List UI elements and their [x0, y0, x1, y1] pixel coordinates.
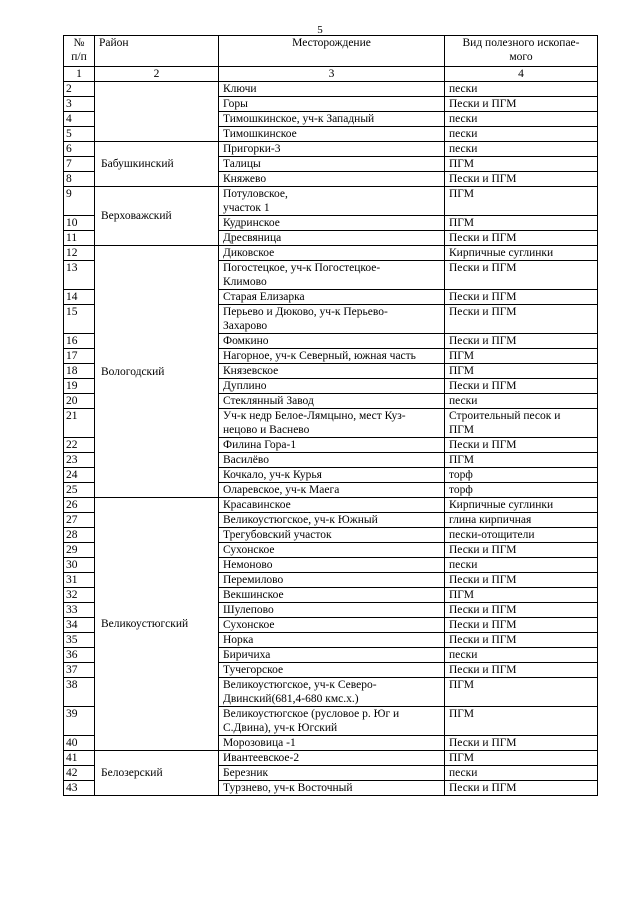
deposit-name: Векшинское	[219, 588, 445, 603]
row-number: 30	[64, 558, 95, 573]
deposit-name: Норка	[219, 633, 445, 648]
row-number: 16	[64, 334, 95, 349]
mineral-type: Пески и ПГМ	[445, 334, 598, 349]
row-number: 12	[64, 246, 95, 261]
deposit-name: Фомкино	[219, 334, 445, 349]
row-number: 40	[64, 736, 95, 751]
deposit-name: Березник	[219, 766, 445, 781]
deposit-name: Биричиха	[219, 648, 445, 663]
district-cell: Вологодский	[95, 246, 219, 498]
deposit-name: Морозовица -1	[219, 736, 445, 751]
mineral-type: ПГМ	[445, 216, 598, 231]
mineral-type: глина кирпичная	[445, 513, 598, 528]
row-number: 34	[64, 618, 95, 633]
mineral-type: Пески и ПГМ	[445, 603, 598, 618]
deposit-name: Великоустюгское, уч-к Южный	[219, 513, 445, 528]
mineral-type: Пески и ПГМ	[445, 618, 598, 633]
mineral-type: Пески и ПГМ	[445, 781, 598, 796]
mineral-type: пески	[445, 82, 598, 97]
deposit-name: Филина Гора-1	[219, 438, 445, 453]
deposit-name: Диковское	[219, 246, 445, 261]
mineral-type: ПГМ	[445, 187, 598, 216]
deposit-name: Тимошкинское, уч-к Западный	[219, 112, 445, 127]
deposit-name: Погостецкое, уч-к Погостецкое- Климово	[219, 261, 445, 290]
row-number: 27	[64, 513, 95, 528]
deposit-name: Старая Елизарка	[219, 290, 445, 305]
row-number: 8	[64, 172, 95, 187]
row-number: 2	[64, 82, 95, 97]
mineral-type: ПГМ	[445, 678, 598, 707]
row-number: 39	[64, 707, 95, 736]
col-number-3: 3	[219, 67, 445, 82]
deposit-name: Перемилово	[219, 573, 445, 588]
mineral-type: Пески и ПГМ	[445, 573, 598, 588]
deposits-table	[63, 35, 598, 796]
deposit-name: Трегубовский участок	[219, 528, 445, 543]
deposit-name: Потуловское, участок 1	[219, 187, 445, 216]
mineral-type: Пески и ПГМ	[445, 261, 598, 290]
header-deposit: Месторождение	[219, 36, 445, 67]
mineral-type: Пески и ПГМ	[445, 97, 598, 112]
district-cell: Белозерский	[95, 751, 219, 796]
district-cell: Великоустюгский	[95, 498, 219, 751]
deposit-name: Горы	[219, 97, 445, 112]
row-number: 7	[64, 157, 95, 172]
mineral-type: Пески и ПГМ	[445, 379, 598, 394]
deposit-name: Сухонское	[219, 618, 445, 633]
mineral-type: Пески и ПГМ	[445, 543, 598, 558]
district-cell: Бабушкинский	[95, 142, 219, 187]
row-number: 21	[64, 409, 95, 438]
row-number: 24	[64, 468, 95, 483]
row-number: 38	[64, 678, 95, 707]
mineral-type: ПГМ	[445, 157, 598, 172]
deposit-name: Великоустюгское (русловое р. Юг и С.Двина), уч-к Югский	[219, 707, 445, 736]
deposit-name: Дресвяница	[219, 231, 445, 246]
row-number: 14	[64, 290, 95, 305]
deposit-name: Сухонское	[219, 543, 445, 558]
mineral-type: ПГМ	[445, 751, 598, 766]
deposit-name: Кочкало, уч-к Курья	[219, 468, 445, 483]
row-number: 43	[64, 781, 95, 796]
row-number: 17	[64, 349, 95, 364]
header-district: Район	[95, 36, 219, 67]
deposit-name: Талицы	[219, 157, 445, 172]
mineral-type: Пески и ПГМ	[445, 305, 598, 334]
mineral-type: пески-отощители	[445, 528, 598, 543]
row-number: 13	[64, 261, 95, 290]
deposit-name: Немоново	[219, 558, 445, 573]
col-number-1: 1	[64, 67, 95, 82]
mineral-type: пески	[445, 558, 598, 573]
table-body	[64, 82, 598, 796]
row-number: 37	[64, 663, 95, 678]
row-number: 35	[64, 633, 95, 648]
mineral-type: торф	[445, 483, 598, 498]
mineral-type: ПГМ	[445, 707, 598, 736]
mineral-type: ПГМ	[445, 588, 598, 603]
deposit-name: Князевское	[219, 364, 445, 379]
mineral-type: торф	[445, 468, 598, 483]
deposit-name: Шулепово	[219, 603, 445, 618]
deposit-name: Кудринское	[219, 216, 445, 231]
table-header-row	[64, 36, 598, 67]
row-number: 28	[64, 528, 95, 543]
row-number: 23	[64, 453, 95, 468]
row-number: 3	[64, 97, 95, 112]
row-number: 20	[64, 394, 95, 409]
mineral-type: Пески и ПГМ	[445, 172, 598, 187]
deposit-name: Василёво	[219, 453, 445, 468]
header-number: № п/п	[64, 36, 95, 67]
mineral-type: Пески и ПГМ	[445, 438, 598, 453]
deposit-name: Ключи	[219, 82, 445, 97]
mineral-type: Пески и ПГМ	[445, 231, 598, 246]
table-row	[64, 246, 598, 261]
deposit-name: Стеклянный Завод	[219, 394, 445, 409]
deposit-name: Дуплино	[219, 379, 445, 394]
mineral-type: пески	[445, 112, 598, 127]
deposit-name: Турзнево, уч-к Восточный	[219, 781, 445, 796]
page-number: 5	[317, 24, 323, 36]
row-number: 22	[64, 438, 95, 453]
row-number: 31	[64, 573, 95, 588]
table-row	[64, 142, 598, 157]
district-cell	[95, 82, 219, 142]
deposit-name: Княжево	[219, 172, 445, 187]
table-row	[64, 82, 598, 97]
row-number: 25	[64, 483, 95, 498]
mineral-type: ПГМ	[445, 364, 598, 379]
deposit-name: Перьево и Дюково, уч-к Перьево- Захарово	[219, 305, 445, 334]
col-number-4: 4	[445, 67, 598, 82]
deposit-name: Уч-к недр Белое-Лямцыно, мест Куз- нецово и Васнево	[219, 409, 445, 438]
mineral-type: пески	[445, 394, 598, 409]
mineral-type: пески	[445, 766, 598, 781]
deposit-name: Ивантеевское-2	[219, 751, 445, 766]
mineral-type: Пески и ПГМ	[445, 663, 598, 678]
column-numbers-row	[64, 67, 598, 82]
row-number: 32	[64, 588, 95, 603]
row-number: 9	[64, 187, 95, 216]
header-mineral-type: Вид полезного ископае- мого	[445, 36, 598, 67]
district-cell: Верховажский	[95, 187, 219, 246]
row-number: 41	[64, 751, 95, 766]
mineral-type: Пески и ПГМ	[445, 633, 598, 648]
deposit-name: Великоустюгское, уч-к Северо- Двинский(681,4-680 кмс.х.)	[219, 678, 445, 707]
table-row	[64, 751, 598, 766]
row-number: 4	[64, 112, 95, 127]
mineral-type: Кирпичные суглинки	[445, 498, 598, 513]
row-number: 29	[64, 543, 95, 558]
deposit-name: Оларевское, уч-к Маега	[219, 483, 445, 498]
mineral-type: Пески и ПГМ	[445, 290, 598, 305]
mineral-type: ПГМ	[445, 349, 598, 364]
row-number: 42	[64, 766, 95, 781]
mineral-type: пески	[445, 142, 598, 157]
row-number: 33	[64, 603, 95, 618]
mineral-type: Кирпичные суглинки	[445, 246, 598, 261]
row-number: 36	[64, 648, 95, 663]
deposit-name: Красавинское	[219, 498, 445, 513]
row-number: 11	[64, 231, 95, 246]
deposit-name: Пригорки-3	[219, 142, 445, 157]
mineral-type: Строительный песок и ПГМ	[445, 409, 598, 438]
row-number: 10	[64, 216, 95, 231]
deposit-name: Тучегорское	[219, 663, 445, 678]
row-number: 26	[64, 498, 95, 513]
table-row	[64, 187, 598, 216]
col-number-2: 2	[95, 67, 219, 82]
mineral-type: Пески и ПГМ	[445, 736, 598, 751]
deposit-name: Нагорное, уч-к Северный, южная часть	[219, 349, 445, 364]
mineral-type: ПГМ	[445, 453, 598, 468]
table-row	[64, 498, 598, 513]
row-number: 18	[64, 364, 95, 379]
row-number: 19	[64, 379, 95, 394]
mineral-type: пески	[445, 648, 598, 663]
row-number: 5	[64, 127, 95, 142]
row-number: 15	[64, 305, 95, 334]
row-number: 6	[64, 142, 95, 157]
deposit-name: Тимошкинское	[219, 127, 445, 142]
mineral-type: пески	[445, 127, 598, 142]
